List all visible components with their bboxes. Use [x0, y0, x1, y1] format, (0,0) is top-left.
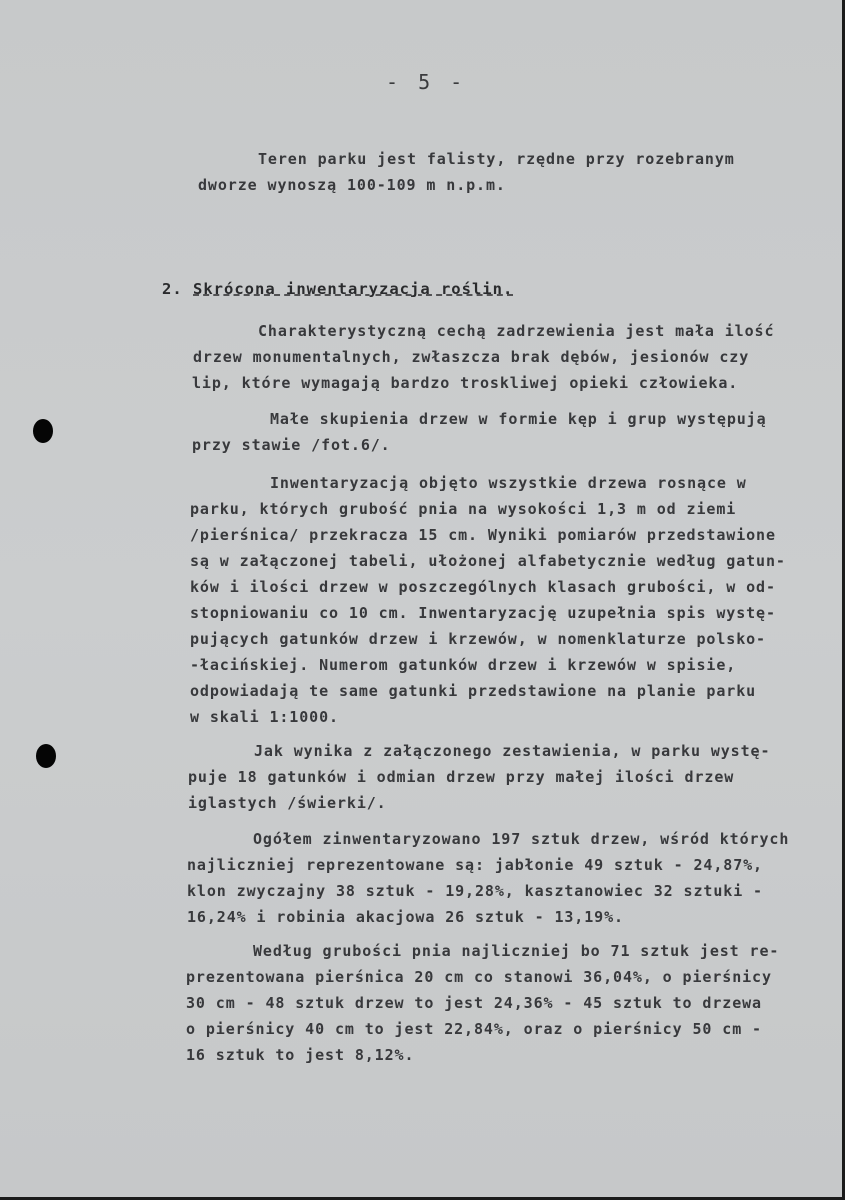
paragraph-line: prezentowana pierśnica 20 cm co stanowi 36,04%, o pierśnicy: [186, 968, 772, 986]
paragraph-line: ków i ilości drzew w poszczególnych klasach grubości, w od-: [190, 578, 776, 596]
paragraph-line: -łacińskiej. Numerom gatunków drzew i krzewów w spisie,: [190, 656, 737, 674]
paragraph-line: Inwentaryzacją objęto wszystkie drzewa rosnące w: [270, 474, 747, 492]
paragraph-line: Charakterystyczną cechą zadrzewienia jest mała ilość: [258, 322, 775, 340]
paragraph-line: 16,24% i robinia akacjowa 26 sztuk - 13,19%.: [187, 908, 624, 926]
paragraph-line: w skali 1:1000.: [190, 708, 339, 726]
paragraph-line: 16 sztuk to jest 8,12%.: [186, 1046, 415, 1064]
section-number: 2.: [162, 280, 183, 298]
paragraph-line: Według grubości pnia najliczniej bo 71 sztuk jest re-: [253, 942, 780, 960]
punch-hole-lower: [36, 744, 56, 768]
paragraph-line: parku, których grubość pnia na wysokości 1,3 m od ziemi: [190, 500, 737, 518]
paragraph-line: 30 cm - 48 sztuk drzew to jest 24,36% - 45 sztuk to drzewa: [186, 994, 762, 1012]
paragraph-line: o pierśnicy 40 cm to jest 22,84%, oraz o pierśnicy 50 cm -: [186, 1020, 762, 1038]
paragraph-line: drzew monumentalnych, zwłaszcza brak dębów, jesionów czy: [193, 348, 750, 366]
paragraph-line: Jak wynika z załączonego zestawienia, w parku wystę-: [254, 742, 771, 760]
paragraph-line: /pierśnica/ przekracza 15 cm. Wyniki pomiarów przedstawione: [190, 526, 776, 544]
paragraph-line: iglastych /świerki/.: [188, 794, 387, 812]
intro-line: Teren parku jest falisty, rzędne przy rozebranym: [258, 150, 735, 168]
paragraph-line: lip, które wymagają bardzo troskliwej opieki człowieka.: [192, 374, 739, 392]
paragraph-line: przy stawie /fot.6/.: [192, 436, 391, 454]
paragraph-line: stopniowaniu co 10 cm. Inwentaryzację uzupełnia spis wystę-: [190, 604, 776, 622]
section-title: Skrócona inwentaryzacja roślin.: [193, 280, 514, 298]
paragraph-line: Małe skupienia drzew w formie kęp i grup występują: [270, 410, 767, 428]
intro-line: dworze wynoszą 100-109 m n.p.m.: [198, 176, 506, 194]
paragraph-line: pujących gatunków drzew i krzewów, w nomenklaturze polsko-: [190, 630, 766, 648]
section-heading: [162, 280, 513, 298]
page-number: - 5 -: [386, 70, 467, 94]
paragraph-line: Ogółem zinwentaryzowano 197 sztuk drzew, wśród których: [253, 830, 790, 848]
paragraph-line: najliczniej reprezentowane są: jabłonie 49 sztuk - 24,87%,: [187, 856, 763, 874]
paragraph-line: klon zwyczajny 38 sztuk - 19,28%, kasztanowiec 32 sztuki -: [187, 882, 763, 900]
paragraph-line: puje 18 gatunków i odmian drzew przy małej ilości drzew: [188, 768, 735, 786]
paragraph-line: odpowiadają te same gatunki przedstawione na planie parku: [190, 682, 757, 700]
punch-hole-upper: [33, 419, 53, 443]
paragraph-line: są w załączonej tabeli, ułożonej alfabetycznie według gatun-: [190, 552, 786, 570]
